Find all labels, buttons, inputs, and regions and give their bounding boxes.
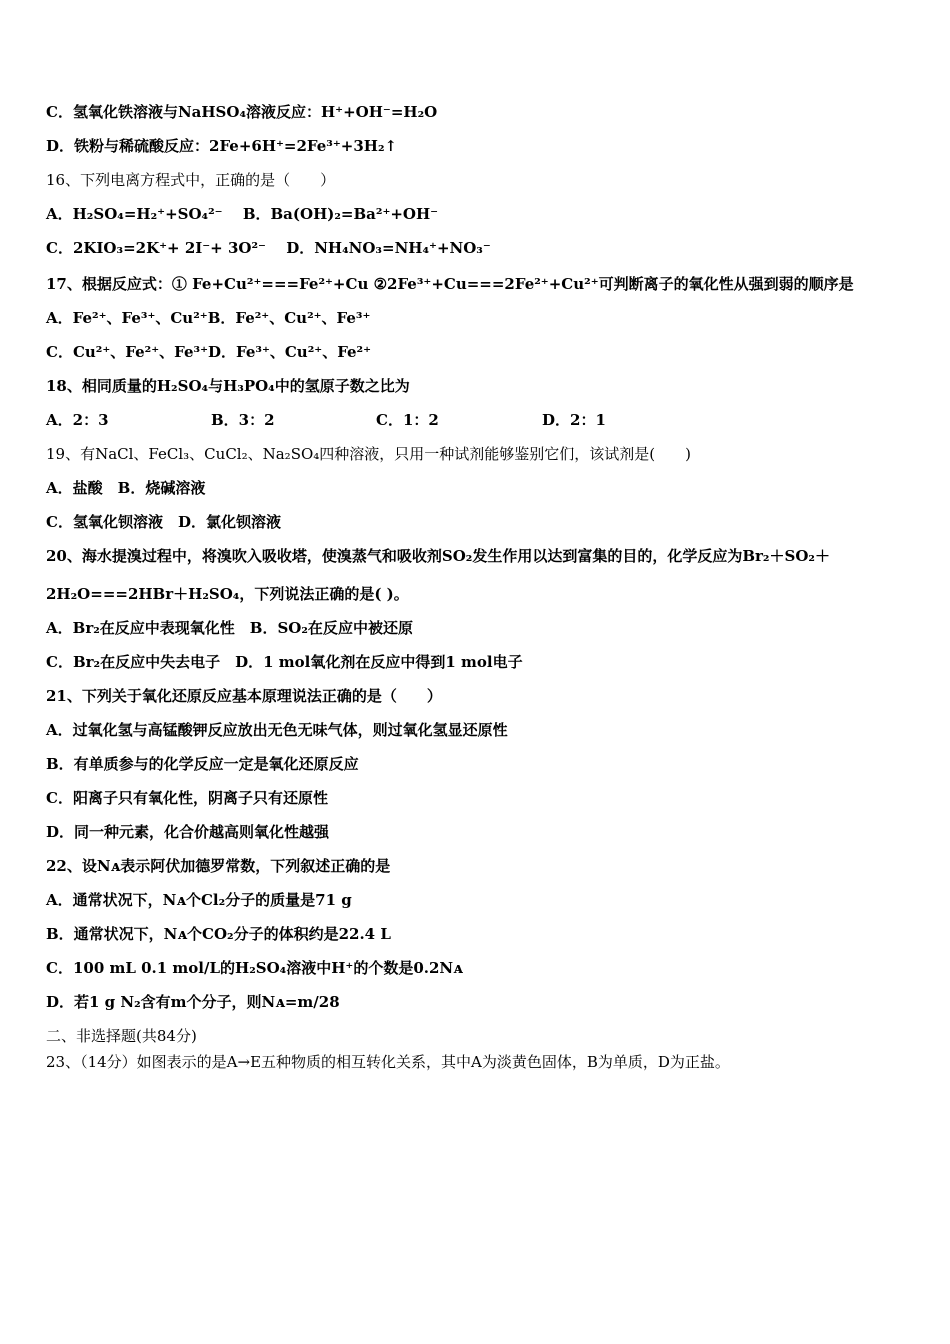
q18-option-d: D．2：1	[542, 411, 606, 429]
q21-option-d: D．同一种元素，化合价越高则氧化性越强	[46, 823, 330, 841]
q16-options-cd: C．2KIO₃=2K⁺+ 2I⁻+ 3O²⁻ D．NH₄NO₃=NH₄⁺+NO₃⁻	[46, 239, 491, 257]
q18-option-b: B．3：2	[211, 411, 275, 429]
q19-stem: 19、有NaCl、FeCl₃、CuCl₂、Na₂SO₄四种溶液，只用一种试剂能够鉴别它们，该试剂是( )	[46, 445, 691, 463]
q22-option-d: D．若1 g N₂含有m个分子，则Nᴀ=m/28	[46, 993, 340, 1011]
q22-option-a: A．通常状况下，Nᴀ个Cl₂分子的质量是71 g	[46, 891, 352, 909]
q15-option-c: C．氢氧化铁溶液与NaHSO₄溶液反应：H⁺+OH⁻=H₂O	[46, 103, 438, 121]
q16-options-ab: A．H₂SO₄=H₂⁺+SO₄²⁻ B．Ba(OH)₂=Ba²⁺+OH⁻	[46, 205, 439, 223]
q19-options-cd: C．氢氧化钡溶液 D．氯化钡溶液	[46, 513, 281, 531]
q23-stem: 23、（14分）如图表示的是A→E五种物质的相互转化关系，其中A为淡黄色固体，B为单质，D为正盐。	[46, 1053, 730, 1071]
q16-stem: 16、下列电离方程式中，正确的是（ ）	[46, 171, 336, 189]
q21-option-b: B．有单质参与的化学反应一定是氧化还原反应	[46, 755, 359, 773]
q21-option-c: C．阳离子只有氧化性，阴离子只有还原性	[46, 789, 328, 807]
q18-stem: 18、相同质量的H₂SO₄与H₃PO₄中的氢原子数之比为	[46, 377, 410, 395]
q20-stem-line1: 20、海水提溴过程中，将溴吹入吸收塔，使溴蒸气和吸收剂SO₂发生作用以达到富集的目的，化学反应为Br₂＋SO₂＋	[46, 547, 830, 565]
q22-option-c: C．100 mL 0.1 mol/L的H₂SO₄溶液中H⁺的个数是0.2Nᴀ	[46, 959, 463, 977]
q19-options-ab: A．盐酸 B．烧碱溶液	[46, 479, 206, 497]
q18-option-c: C．1：2	[376, 411, 439, 429]
q20-options-ab: A．Br₂在反应中表现氧化性 B．SO₂在反应中被还原	[46, 619, 413, 637]
q20-options-cd: C．Br₂在反应中失去电子 D．1 mol氧化剂在反应中得到1 mol电子	[46, 653, 523, 671]
q21-stem: 21、下列关于氧化还原反应基本原理说法正确的是（ ）	[46, 687, 442, 705]
q17-options-ab: A．Fe²⁺、Fe³⁺、Cu²⁺B．Fe²⁺、Cu²⁺、Fe³⁺	[46, 309, 371, 327]
q22-stem: 22、设Nᴀ表示阿伏加德罗常数，下列叙述正确的是	[46, 857, 391, 875]
q17-stem: 17、根据反应式：① Fe+Cu²⁺===Fe²⁺+Cu ②2Fe³⁺+Cu===2Fe²⁺+Cu²⁺可判断离子的氧化性从强到弱的顺序是	[46, 275, 854, 293]
q15-option-d: D．铁粉与稀硫酸反应：2Fe+6H⁺=2Fe³⁺+3H₂↑	[46, 137, 398, 155]
q18-option-a: A．2：3	[46, 411, 109, 429]
q20-stem-line2: 2H₂O===2HBr＋H₂SO₄，下列说法正确的是( )。	[46, 585, 409, 603]
q21-option-a: A．过氧化氢与高锰酸钾反应放出无色无味气体，则过氧化氢显还原性	[46, 721, 508, 739]
section-2-heading: 二、非选择题(共84分)	[46, 1027, 197, 1045]
q22-option-b: B．通常状况下，Nᴀ个CO₂分子的体积约是22.4 L	[46, 925, 391, 943]
q17-options-cd: C．Cu²⁺、Fe²⁺、Fe³⁺D．Fe³⁺、Cu²⁺、Fe²⁺	[46, 343, 372, 361]
